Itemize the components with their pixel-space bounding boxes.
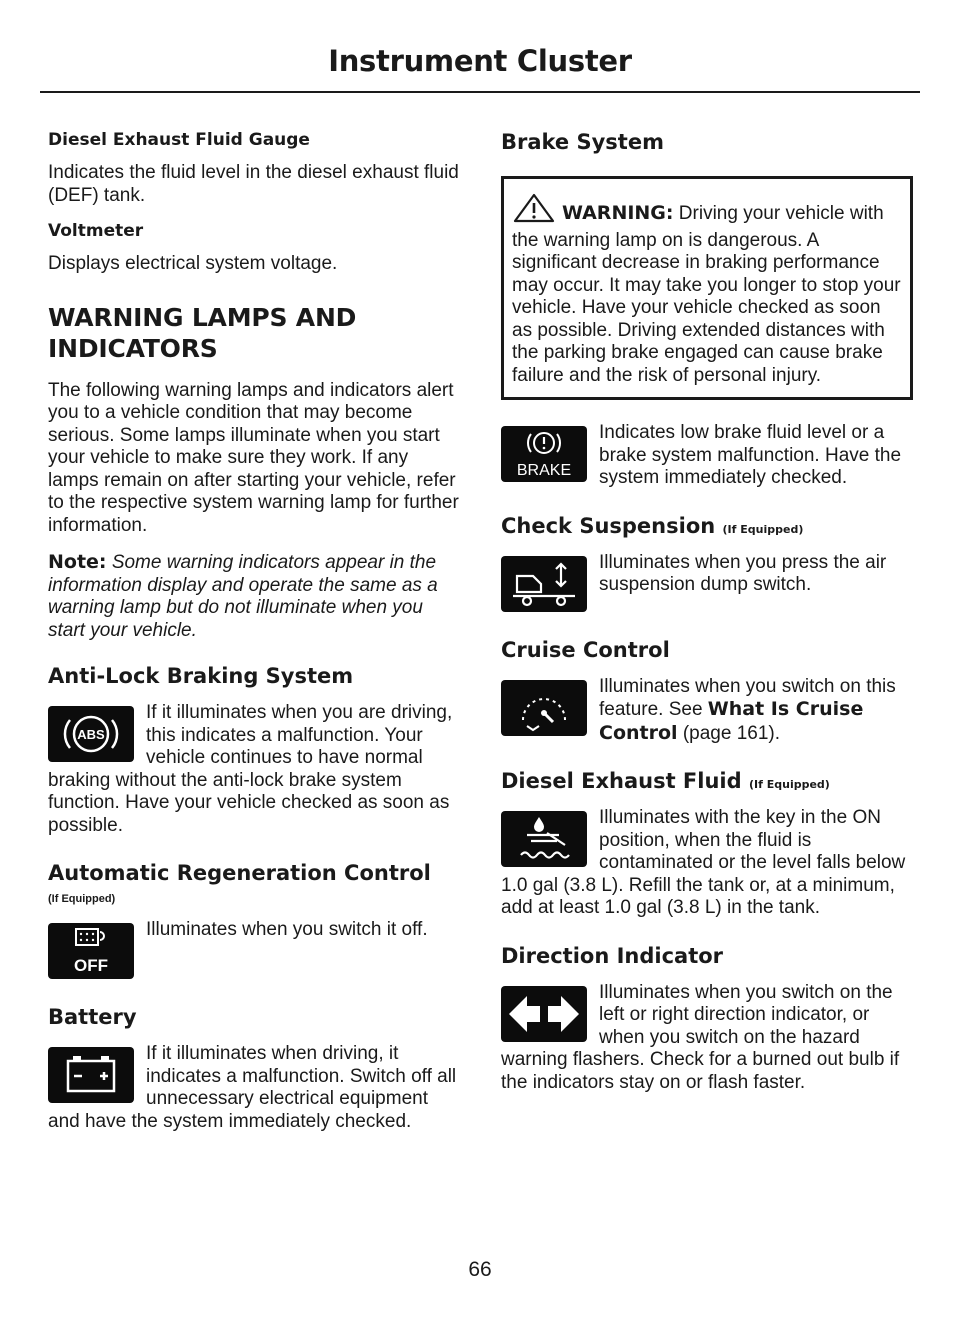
brake-heading: Brake System	[501, 130, 664, 154]
warning-lamps-heading	[48, 302, 460, 364]
page-title: Instrument Cluster	[328, 44, 632, 78]
abs-text: If it illuminates when you are driving, this indicates a malfunction. Your vehicle continues to have normal braking without the anti-lock brake system function. Have your vehicle checked as soon as possible.	[48, 702, 453, 836]
abs-icon-text: ABS	[77, 727, 105, 742]
suspension-qualifier: (If Equipped)	[722, 522, 804, 536]
warning-text: Driving your vehicle with the warning lamp on is dangerous. A significant decrease in braking performance may occur. It may take you longer to stop your vehicle. Have your vehicle checked as soon as possible. Driving extended distances with the parking brake engaged can cause brake failure and the risk of personal injury.	[512, 203, 901, 386]
warning-lamps-intro: The following warning lamps and indicators alert you to a vehicle condition that may become serious. Some lamps illuminate when you start your vehicle to make sure they work. If any lamps remain on after starting your vehicle, refer to the respective system warning lamp for further information.	[48, 379, 459, 536]
voltmeter-text: Displays electrical system voltage.	[48, 253, 338, 274]
right-column	[501, 130, 913, 1118]
page-number: 66	[468, 1258, 492, 1281]
regen-off-icon	[48, 923, 134, 979]
cruise-heading: Cruise Control	[501, 637, 670, 662]
battery-icon	[48, 1047, 134, 1103]
regen-entry	[48, 919, 460, 981]
left-column	[48, 130, 460, 1157]
warning-label: WARNING:	[562, 202, 674, 224]
brake-warning-box	[501, 176, 913, 400]
brake-icon	[501, 426, 587, 482]
suspension-heading-text: Check Suspension	[501, 513, 716, 538]
def-gauge-heading: Diesel Exhaust Fluid Gauge	[48, 130, 310, 150]
direction-arrows-icon	[501, 986, 587, 1042]
suspension-text: Illuminates when you press the air suspension dump switch.	[599, 551, 887, 595]
warning-triangle-icon	[512, 193, 556, 230]
direction-entry	[501, 982, 913, 1095]
suspension-icon	[501, 556, 587, 612]
direction-text: Illuminates when you switch on the left or right direction indicator, or when you switch on the hazard warning flashers. Check for a burned out bulb if the indicators stay on or flash faster.	[501, 981, 900, 1093]
cruise-entry	[501, 676, 913, 746]
note-paragraph	[48, 551, 460, 642]
regen-heading: Automatic Regeneration Control	[48, 861, 431, 885]
battery-heading: Battery	[48, 1005, 137, 1029]
warning-lamps-heading-line2: INDICATORS	[48, 333, 218, 363]
note-label: Note:	[48, 551, 107, 573]
voltmeter-heading: Voltmeter	[48, 221, 144, 241]
note-text: Some warning indicators appear in the information display and operate the same as a warning lamp but do not illuminate when you start your vehicle.	[48, 552, 438, 641]
suspension-entry	[501, 552, 913, 614]
def-gauge-text: Indicates the fluid level in the diesel exhaust fluid (DEF) tank.	[48, 162, 459, 206]
def-heading	[501, 769, 913, 793]
direction-heading: Direction Indicator	[501, 943, 724, 968]
regen-text: Illuminates when you switch it off.	[146, 919, 428, 940]
def-text: Illuminates with the key in the ON position, when the fluid is contaminated or the level falls below 1.0 gal (3.8 L). Refill the tank or, at a minimum, add at least 1.0 gal (3.8 L) in the tank.	[501, 807, 906, 918]
cruise-text-before: Illuminates when you switch on this feature. See	[599, 675, 896, 720]
brake-entry	[501, 422, 913, 490]
cruise-xref-link[interactable]: What Is Cruise Control	[599, 698, 864, 744]
abs-entry	[48, 702, 460, 837]
def-icon	[501, 811, 587, 867]
def-heading-text: Diesel Exhaust Fluid	[501, 769, 742, 793]
brake-text: Indicates low brake fluid level or a brake system malfunction. Have the system immediately checked.	[599, 422, 902, 488]
cruise-text-after: (page 161).	[677, 722, 781, 744]
def-qualifier: (If Equipped)	[748, 778, 830, 791]
regen-qualifier: (If Equipped)	[48, 893, 116, 905]
cruise-control-icon	[501, 680, 587, 736]
abs-icon	[48, 706, 134, 762]
suspension-heading	[501, 514, 913, 538]
battery-entry	[48, 1043, 460, 1133]
header-divider	[40, 91, 920, 93]
regen-icon-text: OFF	[74, 956, 108, 975]
abs-heading: Anti-Lock Braking System	[48, 664, 354, 688]
def-entry	[501, 807, 913, 920]
brake-warning-paragraph	[512, 193, 902, 387]
battery-text: If it illuminates when driving, it indicates a malfunction. Switch off all unnecessary electrical equipment and have the system immediately checked.	[48, 1043, 457, 1132]
brake-icon-text: BRAKE	[516, 462, 572, 479]
warning-lamps-heading-line1: WARNING LAMPS AND	[48, 302, 357, 332]
